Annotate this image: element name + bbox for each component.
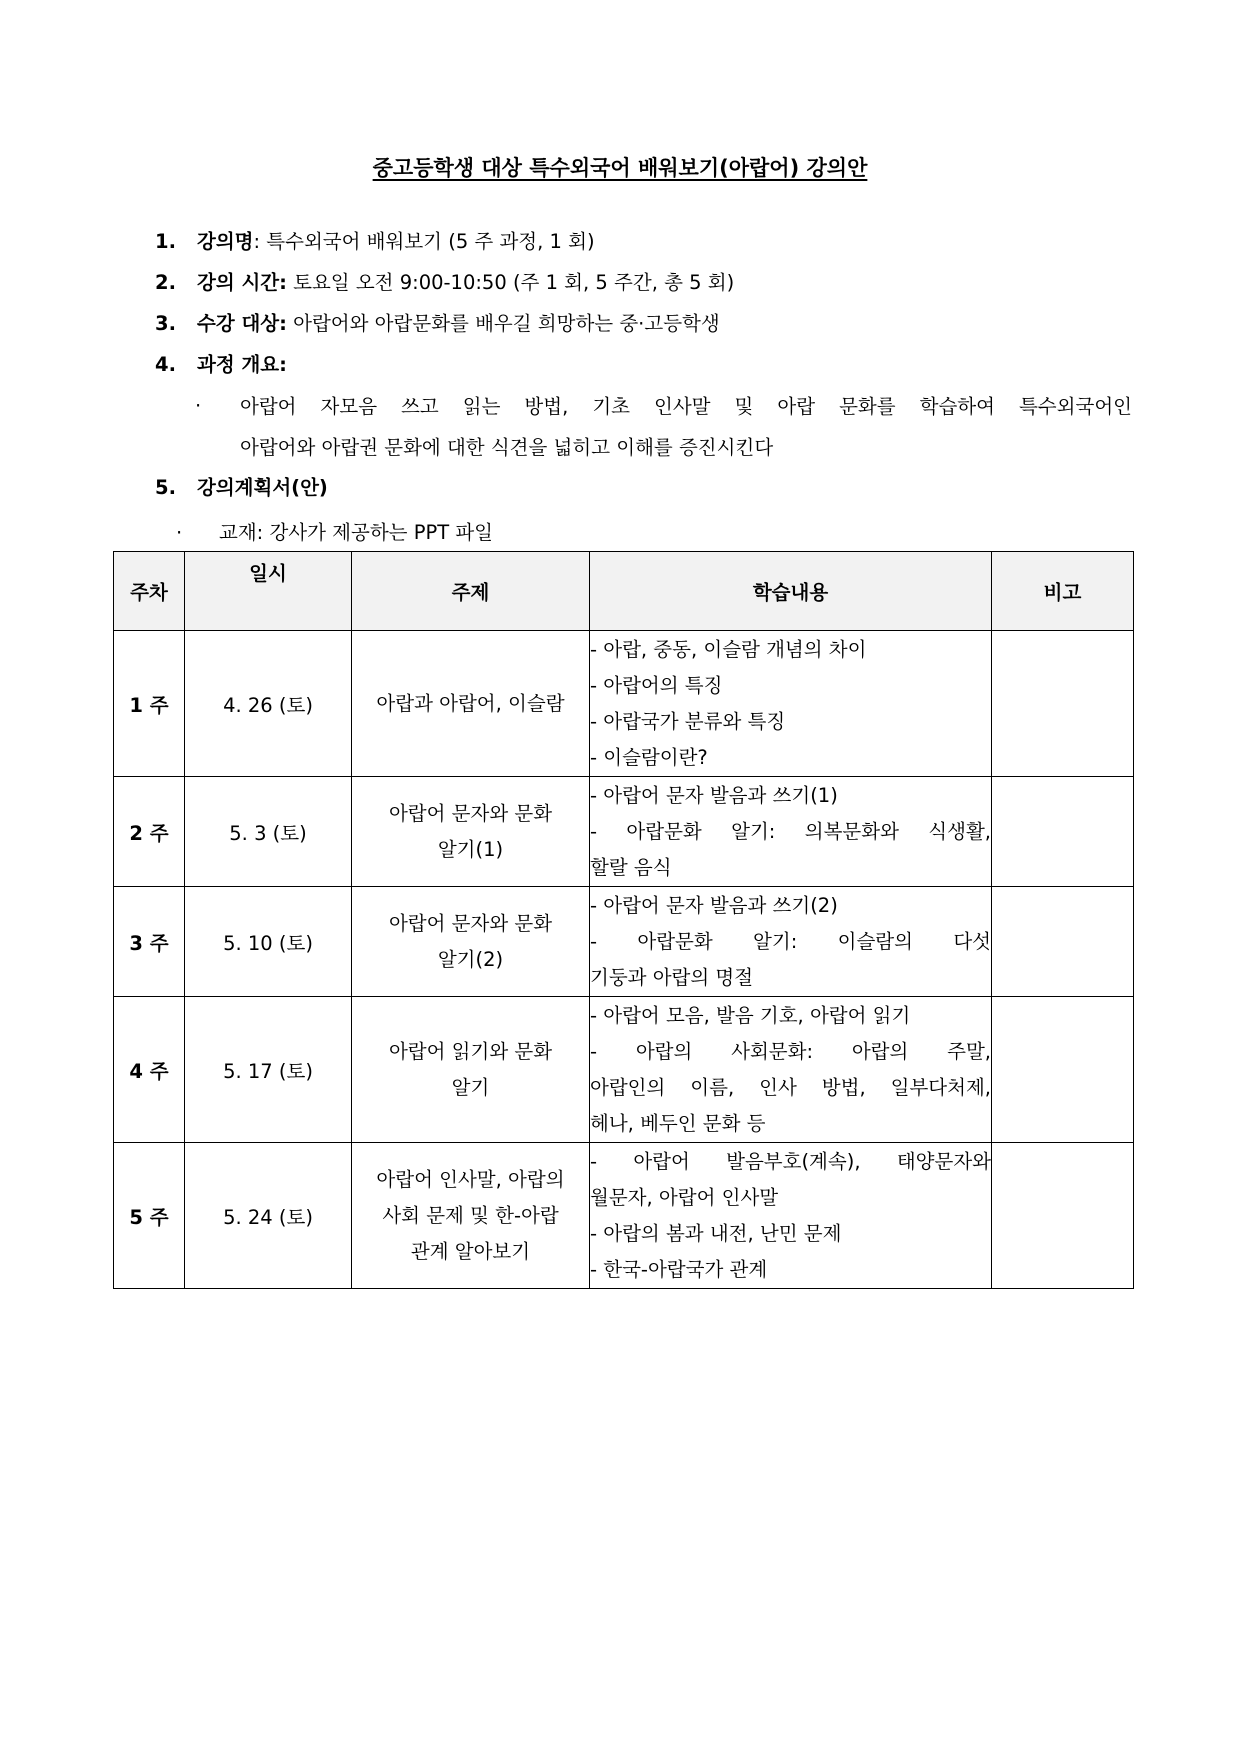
week-cell: 4 주 [114,997,185,1143]
topic-cell: 아랍어 읽기와 문화 알기 [352,997,590,1143]
topic-cell: 아랍어 문자와 문화 알기(2) [352,887,590,997]
week-cell: 3 주 [114,887,185,997]
header-date: 일시 [185,552,352,631]
week-cell: 2 주 [114,777,185,887]
date-cell: 4. 26 (토) [185,631,352,777]
content-cell: - 아랍어 발음부호(계속), 태양문자와 월문자, 아랍어 인사말 - 아랍의 봄과 내전, 난민 문제 - 한국-아랍국가 관계 [590,1143,992,1289]
item-course-name: 1. 강의명: 특수외국어 배워보기 (5 주 과정, 1 회) [155,230,595,253]
date-cell: 5. 3 (토) [185,777,352,887]
header-note: 비고 [992,552,1134,631]
date-cell: 5. 24 (토) [185,1143,352,1289]
item-course-overview: 4. 과정 개요: [155,353,287,376]
table-row [114,887,1134,997]
item-syllabus: 5. 강의계획서(안) [155,476,328,499]
week-cell: 5 주 [114,1143,185,1289]
note-cell [992,1143,1134,1289]
syllabus-table [113,551,1134,1289]
item-target-audience: 3. 수강 대상: 아랍어와 아랍문화를 배우길 희망하는 중·고등학생 [155,312,720,335]
header-topic: 주제 [352,552,590,631]
item-course-time: 2. 강의 시간: 토요일 오전 9:00-10:50 (주 1 회, 5 주간, 총 5 회) [155,271,735,294]
table-row [114,631,1134,777]
week-cell: 1 주 [114,631,185,777]
table-header-row [114,552,1134,631]
note-cell [992,887,1134,997]
overview-line-2: 아랍어와 아랍권 문화에 대한 식견을 넓히고 이해를 증진시킨다 [240,436,774,459]
table-row [114,1143,1134,1289]
date-cell: 5. 10 (토) [185,887,352,997]
document-title: 중고등학생 대상 특수외국어 배워보기(아랍어) 강의안 [372,156,868,180]
content-cell: - 아랍어 문자 발음과 쓰기(1) - 아랍문화 알기: 의복문화와 식생활, 할랄 음식 [590,777,992,887]
overview-line-1: 아랍어 자모음 쓰고 읽는 방법, 기초 인사말 및 아랍 문화를 학습하여 특수외국어인 [240,395,1132,418]
topic-cell: 아랍과 아랍어, 이슬람 [352,631,590,777]
header-week: 주차 [114,552,185,631]
table-row [114,777,1134,887]
textbook-note: · 교재: 강사가 제공하는 PPT 파일 [176,521,494,544]
topic-cell: 아랍어 문자와 문화 알기(1) [352,777,590,887]
note-cell [992,631,1134,777]
note-cell [992,777,1134,887]
content-cell: - 아랍어 문자 발음과 쓰기(2) - 아랍문화 알기: 이슬람의 다섯 기둥과 아랍의 명절 [590,887,992,997]
topic-cell: 아랍어 인사말, 아랍의 사회 문제 및 한-아랍 관계 알아보기 [352,1143,590,1289]
table-row [114,997,1134,1143]
date-cell: 5. 17 (토) [185,997,352,1143]
header-content: 학습내용 [590,552,992,631]
content-cell: - 아랍어 모음, 발음 기호, 아랍어 읽기 - 아랍의 사회문화: 아랍의 주말, 아랍인의 이름, 인사 방법, 일부다처제, 헤나, 베두인 문화 등 [590,997,992,1143]
content-cell: - 아랍, 중동, 이슬람 개념의 차이 - 아랍어의 특징 - 아랍국가 분류와 특징 - 이슬람이란? [590,631,992,777]
note-cell [992,997,1134,1143]
